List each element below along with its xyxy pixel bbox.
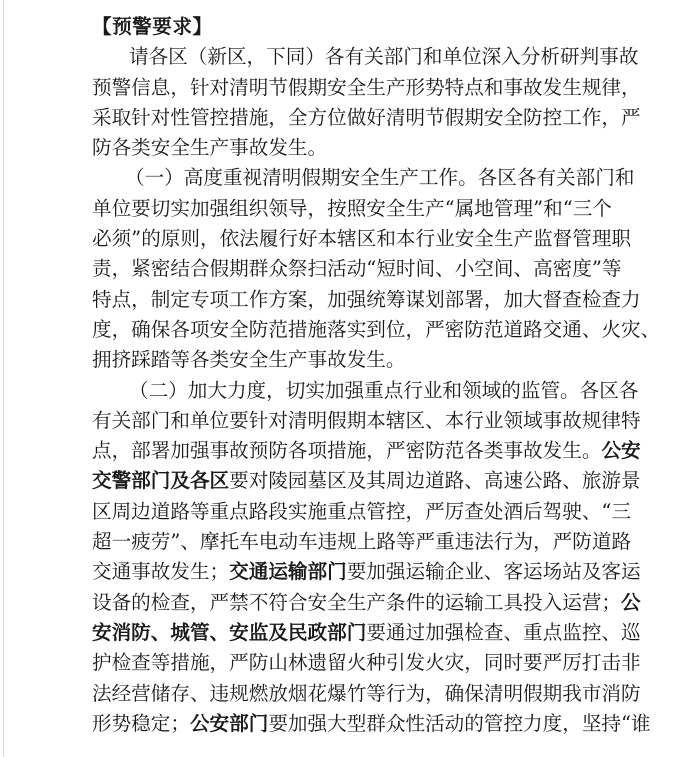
text-line: 交警部门及各区要对陵园墓区及其周边道路、高速公路、旅游景 (92, 469, 641, 493)
text-line: 防各类安全生产事故发生。 (92, 136, 328, 160)
text-line: 采取针对性管控措施，全方位做好清明节假期安全防控工作，严 (92, 105, 641, 129)
bold-agency-name: 公 (621, 590, 641, 614)
text-line: 护检查等措施，严防山林遗留火种引发火灾，同时要严厉打击非 (92, 651, 641, 675)
text-line: （二）加大力度，切实加强重点行业和领域的监管。各区各 (129, 378, 639, 402)
bold-agency-name: 公安 (601, 439, 641, 463)
text-line: 拥挤踩踏等各类安全生产事故发生。 (92, 348, 406, 372)
text-line: 度，确保各项安全防范措施落实到位，严密防范道路交通、火灾、 (92, 317, 661, 341)
text-line: 交通事故发生；交通运输部门要加强运输企业、客运场站及客运 (92, 560, 641, 584)
text-line: 形势稳定；公安部门要加强大型群众性活动的管控力度，坚持“谁 (92, 711, 651, 735)
text-line: 设备的检查，严禁不符合安全生产条件的运输工具投入运营；公 (92, 590, 641, 614)
page-left-border (3, 0, 4, 757)
text-line: 安消防、城管、安监及民政部门要通过加强检查、重点监控、巡 (92, 620, 641, 644)
section-heading: 【预警要求】 (92, 15, 213, 38)
text-line: 超一疲劳”、摩托车电动车违规上路等严重违法行为，严防道路 (92, 530, 632, 554)
bold-agency-name: 安消防、城管、安监及民政部门 (92, 620, 367, 644)
bold-agency-name: 交通运输部门 (229, 560, 347, 584)
text-line: 有关部门和单位要针对清明假期本辖区、本行业领域事故规律特 (92, 408, 641, 432)
text-line: 预警信息，针对清明节假期安全生产形势特点和事故发生规律， (92, 75, 641, 99)
text-line: （一）高度重视清明假期安全生产工作。各区各有关部门和 (125, 166, 635, 190)
bold-agency-name: 交警部门及各区 (92, 469, 230, 493)
text-line: 法经营储存、违规燃放烟花爆竹等行为，确保清明假期我市消防 (92, 681, 641, 705)
text-line: 点，部署加强事故预防各项措施，严密防范各类事故发生。公安 (92, 439, 641, 463)
bold-agency-name: 公安部门 (189, 711, 269, 735)
text-line: 必须”的原则，依法履行好本辖区和本行业安全生产监督管理职 (92, 227, 632, 251)
text-line: 单位要切实加强组织领导，按照安全生产“属地管理”和“三个 (92, 196, 612, 220)
text-line: 特点，制定专项工作方案，加强统筹谋划部署，加大督查检查力 (92, 287, 641, 311)
text-line: 区周边道路等重点路段实施重点管控，严厉查处酒后驾驶、“三 (92, 499, 632, 523)
text-line: 责，紧密结合假期群众祭扫活动“短时间、小空间、高密度”等 (92, 257, 622, 281)
document-body (92, 0, 661, 739)
text-line: 请各区（新区，下同）各有关部门和单位深入分析研判事故 (129, 45, 639, 69)
